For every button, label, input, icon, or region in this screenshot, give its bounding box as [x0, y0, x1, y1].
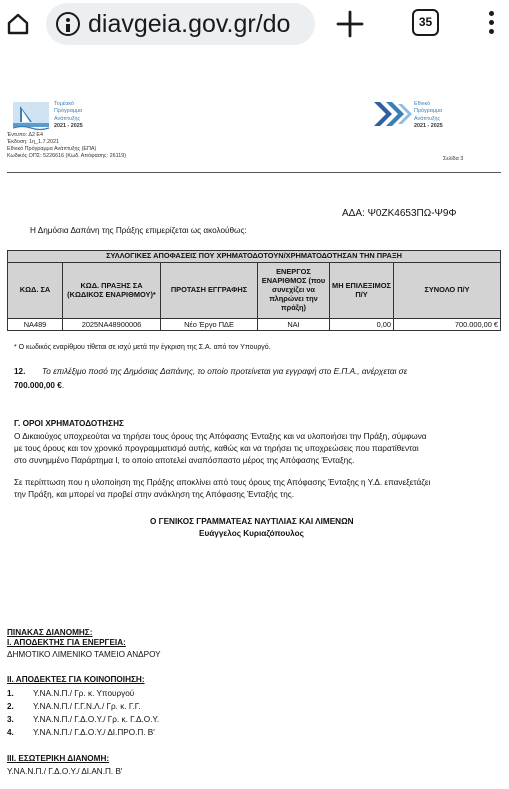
right-logo-line: Πρόγραμμα: [414, 108, 443, 115]
item12-amount-line: [14, 380, 64, 392]
national-program-logo-icon: [372, 98, 412, 130]
table-cell: 0,00: [330, 319, 394, 331]
item12-end: .: [61, 381, 65, 390]
cc-item: Υ.ΝΑ.Ν.Π./ Γ.Δ.Ο.Υ./ Γρ. κ. Γ.Δ.Ο.Υ.: [33, 715, 160, 724]
sector-program-logo-icon: [12, 100, 50, 134]
funding-table: [7, 250, 501, 331]
ada-code: ΑΔΑ: Ψ0ΖΚ4653ΠΩ-Ψ9Φ: [342, 208, 457, 219]
cc-item: Υ.ΝΑ.Ν.Π./ Γ.Γ.Ν.Λ./ Γρ. κ. Γ.Γ.: [33, 702, 141, 711]
right-logo-years: 2021 - 2025: [414, 122, 443, 129]
internal-distribution-item: Υ.ΝΑ.Ν.Π./ Γ.Δ.Ο.Υ./ ΔΙ.ΑΝ.Π. Β': [7, 767, 123, 776]
page-label: Σελίδα 3: [443, 156, 464, 162]
section-g-p2-line: την Πράξη, και μπορεί να προβεί στην ανάκληση της Απόφασης Ένταξής της.: [14, 490, 294, 499]
col-header: ΠΡΟΤΑΣΗ ΕΓΓΡΑΦΗΣ: [161, 263, 258, 319]
internal-distribution-title: ΙΙΙ. ΕΣΩΤΕΡΙΚΗ ΔΙΑΝΟΜΗ:: [7, 754, 110, 763]
tab-switcher-button[interactable]: 35: [412, 9, 439, 36]
col-header: ΚΩΔ. ΣΑ: [8, 263, 63, 319]
more-menu-icon[interactable]: [487, 11, 495, 37]
left-logo-line: Ανάπτυξης: [54, 115, 81, 122]
cc-item-number: 1.: [7, 689, 14, 698]
cc-item-number: 4.: [7, 728, 14, 737]
code-line: Κωδικός ΟΠΣ: 5226616 (Κωδ. Απόφασης: 26119): [7, 153, 127, 159]
header-divider: [7, 172, 501, 173]
home-icon[interactable]: [6, 12, 30, 36]
table-cell: 700.000,00 €: [394, 319, 501, 331]
table-row: [8, 319, 501, 331]
section-g-p1-line: στο συνημμένο Παράρτημα Ι, το οποίο αποτελεί αναπόσπαστο μέρος της Απόφασης Ένταξης.: [14, 456, 355, 465]
section-g-title: Γ. ΟΡΟΙ ΧΡΗΜΑΤΟΔΟΤΗΣΗΣ: [14, 419, 124, 428]
cc-item-number: 2.: [7, 702, 14, 711]
cc-item: Υ.ΝΑ.Ν.Π./ Γρ. κ. Υπουργού: [33, 689, 135, 698]
right-logo-text: [414, 101, 443, 130]
recipient-action-title: Ι. ΑΠΟΔΕΚΤΗΣ ΓΙΑ ΕΝΕΡΓΕΙΑ:: [7, 638, 126, 647]
left-logo-years: 2021 - 2025: [54, 122, 83, 129]
section-g-p2-line: Σε περίπτωση που η υλοποίηση της Πράξης αποκλίνει από τους όρους της Απόφασης Ένταξης η Υ.Δ. επανεξετάζει: [14, 478, 431, 487]
table-cell: Νέο Έργο ΠΔΕ: [161, 319, 258, 331]
right-logo-line: Εθνικό: [414, 101, 431, 107]
table-cell: ΝΑΙ: [258, 319, 330, 331]
item-number: 12.: [14, 367, 26, 376]
signature-name: Ευάγγελος Κυριαζόπουλος: [199, 529, 304, 538]
new-tab-plus-icon[interactable]: [336, 10, 364, 38]
address-bar[interactable]: [46, 3, 315, 45]
browser-toolbar: [0, 0, 509, 50]
item12-amount: 700.000,00 €: [14, 381, 62, 390]
col-header: ΚΩΔ. ΠΡΑΞΗΣ ΣΑ (ΚΩΔΙΚΟΣ ΕΝΑΡΙΘΜΟΥ)*: [63, 263, 161, 319]
recipients-cc-title: ΙΙ. ΑΠΟΔΕΚΤΕΣ ΓΙΑ ΚΟΙΝΟΠΟΙΗΣΗ:: [7, 675, 145, 684]
col-header: ΣΥΝΟΛΟ Π/Υ: [394, 263, 501, 319]
table-cell: 2025ΝΑ48900006: [63, 319, 161, 331]
form-line: Έντυπο: Δ2 Ε4: [7, 132, 44, 138]
signature-title: Ο ΓΕΝΙΚΟΣ ΓΡΑΜΜΑΤΕΑΣ ΝΑΥΤΙΛΙΑΣ ΚΑΙ ΛΙΜΕΝΩΝ: [150, 517, 354, 526]
url-text[interactable]: diavgeia.gov.gr/do: [88, 10, 291, 38]
left-logo-text: [54, 101, 83, 130]
distribution-title: ΠΙΝΑΚΑΣ ΔΙΑΝΟΜΗΣ:: [7, 628, 93, 637]
col-header: ΕΝΕΡΓΟΣ ΕΝΑΡΙΘΜΟΣ (που συνεχίζει να πληρώνει την πράξη): [258, 263, 330, 319]
col-header: ΜΗ ΕΠΙΛΕΞΙΜΟΣ Π/Υ: [330, 263, 394, 319]
recipient-action-item: ΔΗΜΟΤΙΚΟ ΛΙΜΕΝΙΚΟ ΤΑΜΕΙΟ ΑΝΔΡΟΥ: [7, 650, 161, 659]
cc-item-number: 3.: [7, 715, 14, 724]
section-g-p1-line: Ο Δικαιούχος υποχρεούται να τηρήσει τους όρους της Απόφασης Ένταξης και να υλοποιήσει την Πράξη, σύμφωνα: [14, 432, 427, 441]
section-g-p1-line: με τους όρους και τον χρονικό προγραμματισμό αυτής, καθώς και να τηρήσει τις υποχρεώσεις που παρατίθενται: [14, 444, 419, 453]
table-title: ΣΥΛΛΟΓΙΚΕΣ ΑΠΟΦΑΣΕΙΣ ΠΟΥ ΧΡΗΜΑΤΟΔΟΤΟΥΝ/ΧΡΗΜΑΤΟΔΟΤΗΣΑΝ ΤΗΝ ΠΡΑΞΗ: [8, 251, 501, 263]
program-line: Εθνικό Πρόγραμμα Ανάπτυξης (ΕΠΑ): [7, 146, 97, 152]
cc-item: Υ.ΝΑ.Ν.Π./ Γ.Δ.Ο.Υ./ ΔΙ.ΠΡΟ.Π. Β': [33, 728, 155, 737]
intro-text: Η Δημόσια Δαπάνη της Πράξης επιμερίζεται ως ακολούθως:: [30, 226, 247, 235]
right-logo-line: Ανάπτυξης: [414, 115, 441, 122]
table-cell: ΝΑ489: [8, 319, 63, 331]
document-page: [0, 50, 509, 789]
table-footnote: * Ο κωδικός εναρίθμου τίθεται σε ισχύ μετά την έγκριση της Σ.Α. από τον Υπουργό.: [14, 344, 271, 351]
site-info-icon[interactable]: [56, 12, 80, 36]
edition-line: Έκδοση: 1η_1.7.2021: [7, 139, 60, 145]
left-logo-line: Πρόγραμμα: [54, 108, 83, 115]
item12-text: Το επιλέξιμο ποσό της Δημόσιας Δαπάνης, το οποίο προτείνεται για εγγραφή στο Ε.Π.Α., ανέρχεται σε: [42, 367, 408, 376]
left-logo-line: Τομέακό: [54, 101, 74, 107]
